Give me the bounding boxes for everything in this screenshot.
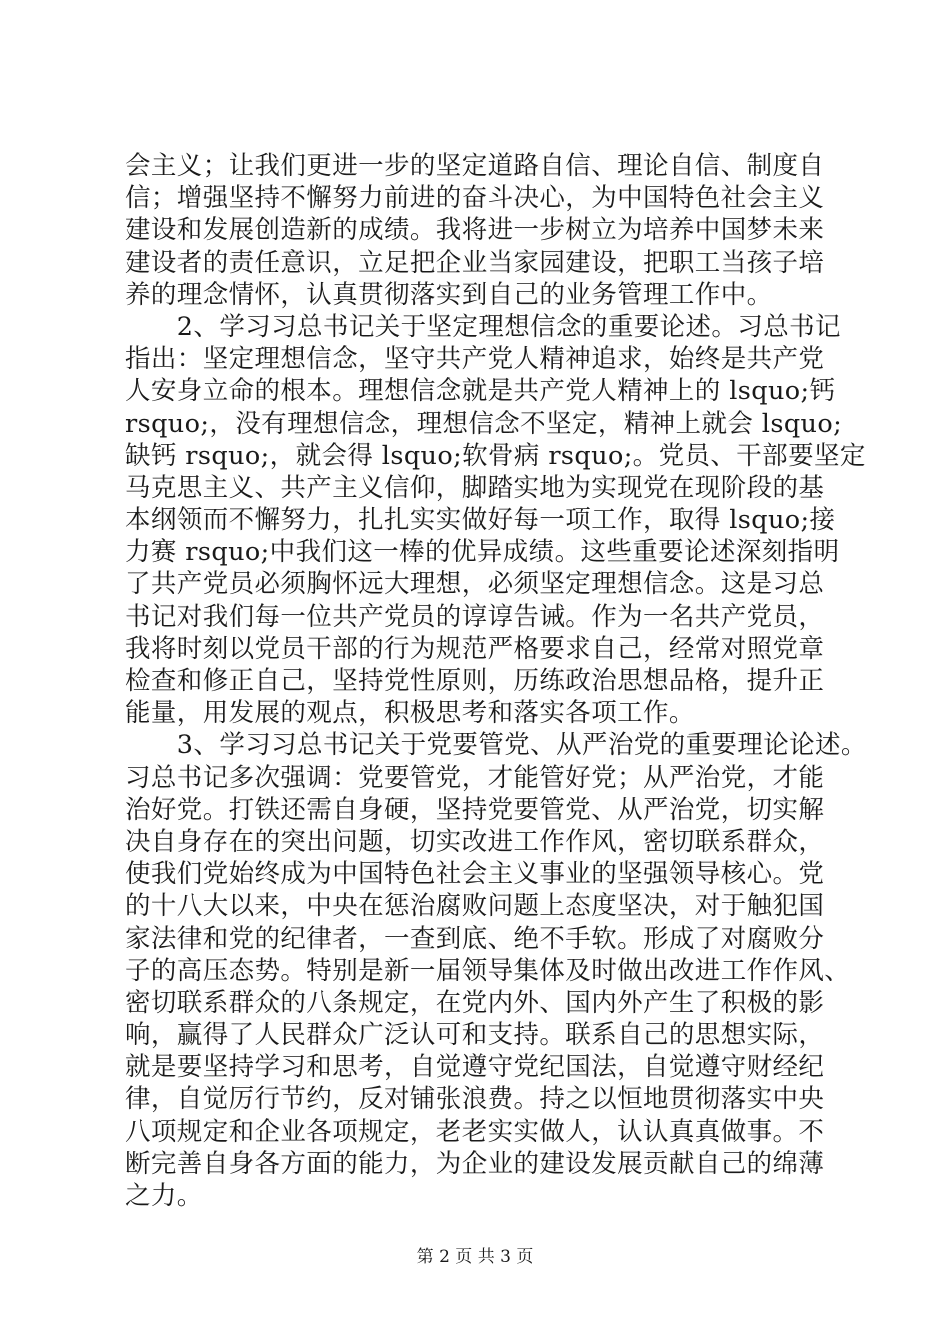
text-line: 治好党。打铁还需自身硬，坚持党要管党、从严治党，切实解 <box>125 794 825 825</box>
text-line: 我将时刻以党员干部的行为规范严格要求自己，经常对照党章 <box>125 633 825 664</box>
text-line: 马克思主义、共产主义信仰，脚踏实地为实现党在现阶段的基 <box>125 472 825 503</box>
text-line: 信；增强坚持不懈努力前进的奋斗决心，为中国特色社会主义 <box>125 183 825 214</box>
text-line: 断完善自身各方面的能力，为企业的建设发展贡献自己的绵薄 <box>125 1148 825 1179</box>
text-line: 律，自觉厉行节约，反对铺张浪费。持之以恒地贯彻落实中央 <box>125 1084 825 1115</box>
text-line: 指出：坚定理想信念，坚守共产党人精神追求，始终是共产党 <box>125 344 825 375</box>
text-line: 3、学习习总书记关于党要管党、从严治党的重要理论论述。 <box>125 730 867 761</box>
text-line: 力赛 rsquo;中我们这一棒的优异成绩。这些重要论述深刻指明 <box>125 537 840 568</box>
text-line: 密切联系群众的八条规定，在党内外、国内外产生了积极的影 <box>125 987 825 1018</box>
text-line: 就是要坚持学习和思考，自觉遵守党纪国法，自觉遵守财经纪 <box>125 1052 825 1083</box>
text-line: 本纲领而不懈努力，扎扎实实做好每一项工作，取得 lsquo;接 <box>125 505 836 536</box>
text-line: 八项规定和企业各项规定，老老实实做人，认认真真做事。不 <box>125 1116 825 1147</box>
text-line: 人安身立命的根本。理想信念就是共产党人精神上的 lsquo;钙 <box>125 376 836 407</box>
text-line: 建设和发展创造新的成绩。我将进一步树立为培养中国梦未来 <box>125 215 825 246</box>
text-line: 子的高压态势。特别是新一届领导集体及时做出改进工作作风、 <box>125 955 851 986</box>
text-line: 养的理念情怀，认真贯彻落实到自己的业务管理工作中。 <box>125 279 773 310</box>
body-text <box>125 150 867 1212</box>
text-line: 建设者的责任意识，立足把企业当家园建设，把职工当孩子培 <box>125 247 825 278</box>
text-line: rsquo;，没有理想信念，理想信念不坚定，精神上就会 lsquo; <box>125 408 843 439</box>
text-line: 书记对我们每一位共产党员的谆谆告诫。作为一名共产党员， <box>125 601 825 632</box>
text-line: 响，赢得了人民群众广泛认可和支持。联系自己的思想实际， <box>125 1020 825 1051</box>
text-line: 缺钙 rsquo;，就会得 lsquo;软骨病 rsquo;。党员、干部要坚定 <box>125 440 866 471</box>
text-line: 了共产党员必须胸怀远大理想，必须坚定理想信念。这是习总 <box>125 569 825 600</box>
text-line: 之力。 <box>125 1181 203 1211</box>
text-line: 的十八大以来，中央在惩治腐败问题上态度坚决，对于触犯国 <box>125 891 825 922</box>
text-line: 使我们党始终成为中国特色社会主义事业的坚强领导核心。党 <box>125 859 825 890</box>
text-line: 家法律和党的纪律者，一查到底、绝不手软。形成了对腐败分 <box>125 923 825 954</box>
text-line: 会主义；让我们更进一步的坚定道路自信、理论自信、制度自 <box>125 151 825 181</box>
text-line: 习总书记多次强调：党要管党，才能管好党；从严治党，才能 <box>125 762 825 793</box>
text-line: 决自身存在的突出问题，切实改进工作作风，密切联系群众， <box>125 826 825 857</box>
page-number-footer: 第 2 页 共 3 页 <box>416 1247 534 1267</box>
text-line: 2、学习习总书记关于坚定理想信念的重要论述。习总书记 <box>125 311 841 342</box>
text-line: 检查和修正自己，坚持党性原则，历练政治思想品格，提升正 <box>125 666 825 696</box>
text-line: 能量，用发展的观点，积极思考和落实各项工作。 <box>125 698 695 729</box>
